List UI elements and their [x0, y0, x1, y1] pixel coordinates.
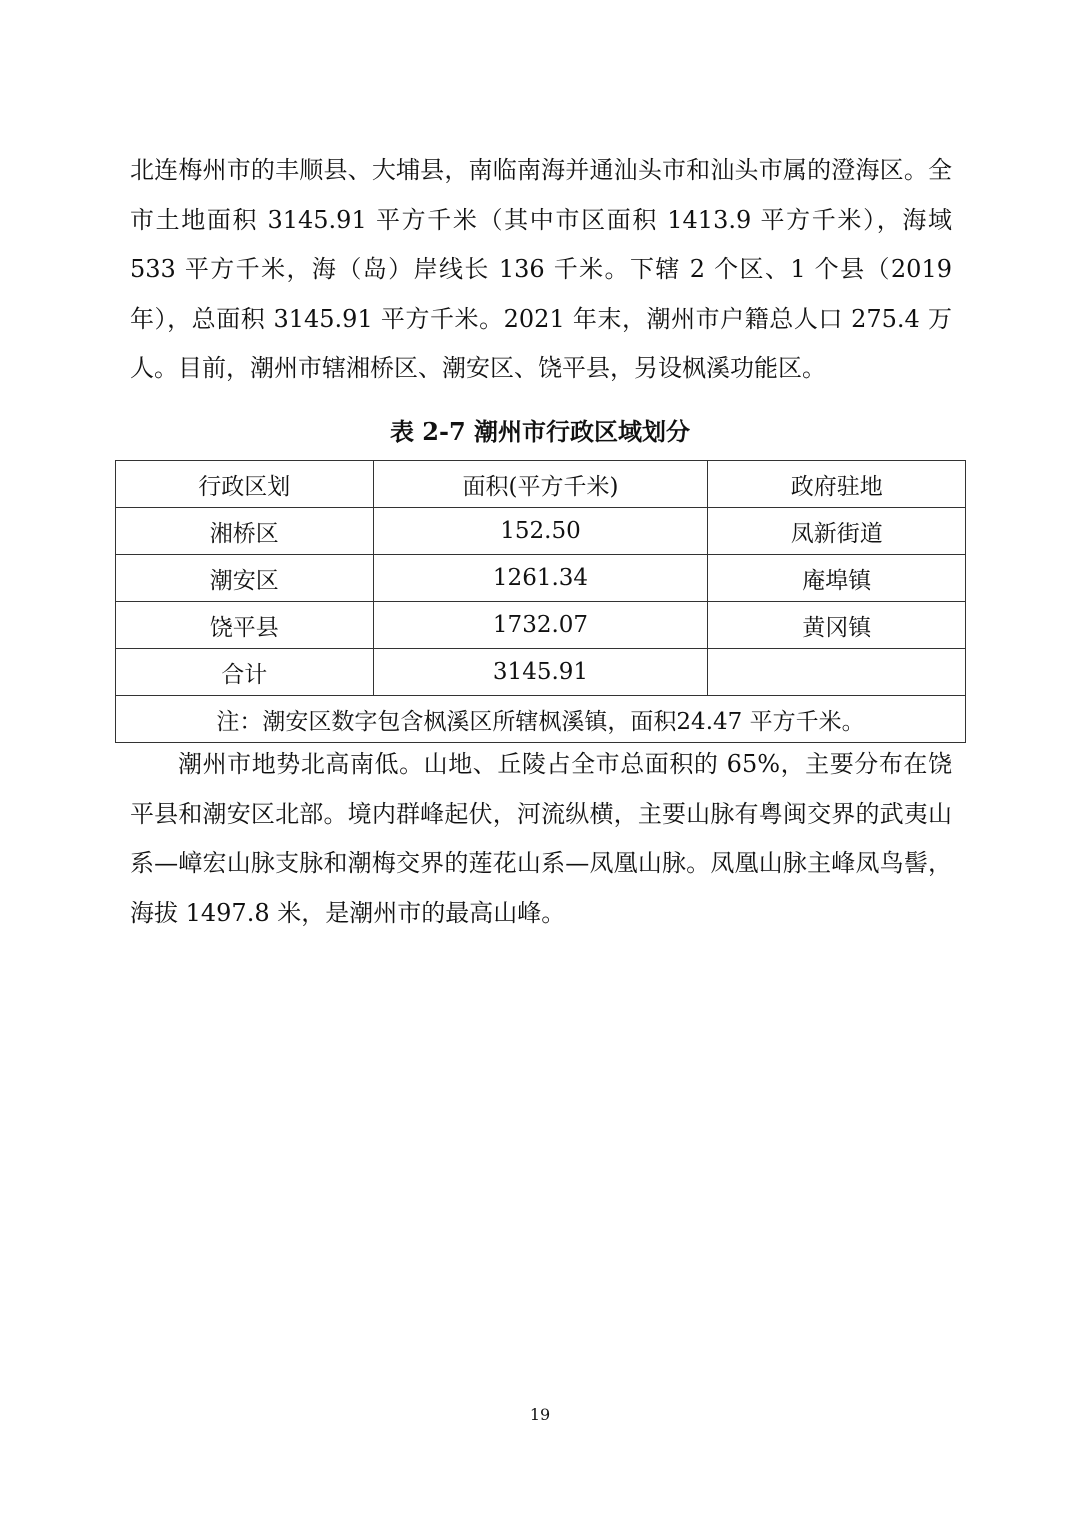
cell-division: 饶平县: [116, 602, 374, 649]
cell-division: 湘桥区: [116, 508, 374, 555]
cell-total-seat: [708, 649, 966, 696]
cell-area: 152.50: [373, 508, 708, 555]
page-number: 19: [529, 1405, 551, 1424]
cell-area: 1261.34: [373, 555, 708, 602]
table-row: [116, 602, 966, 649]
header-seat: 政府驻地: [708, 461, 966, 508]
cell-total-area: 3145.91: [373, 649, 708, 696]
table-note-row: [116, 696, 966, 743]
intro-paragraph: 北连梅州市的丰顺县、大埔县，南临南海并通汕头市和汕头市属的澄海区。全市土地面积 3145.91 平方千米（其中市区面积 1413.9 平方千米），海域 533 平方千米，海（岛）岸线长 136 千米。下辖 2 个区、1 个县（2019 年），总面积 3145.91 平方千米。2021 年末，潮州市户籍总人口 275.4 万人。目前，潮州市辖湘桥区、潮安区、饶平县，另设枫溪功能区。: [130, 156, 952, 382]
cell-seat: 黄冈镇: [708, 602, 966, 649]
table-row: [116, 508, 966, 555]
table-total-row: [116, 649, 966, 696]
cell-total-label: 合计: [116, 649, 374, 696]
header-division: 行政区划: [116, 461, 374, 508]
header-area: 面积(平方千米): [373, 461, 708, 508]
cell-seat: 庵埠镇: [708, 555, 966, 602]
table-note: 注：潮安区数字包含枫溪区所辖枫溪镇，面积24.47 平方千米。: [116, 696, 966, 743]
admin-division-table: [115, 460, 966, 743]
cell-area: 1732.07: [373, 602, 708, 649]
table-row: [116, 555, 966, 602]
table-caption: 表 2-7 潮州市行政区域划分: [389, 417, 691, 446]
cell-division: 潮安区: [116, 555, 374, 602]
table-header-row: [116, 461, 966, 508]
cell-seat: 凤新街道: [708, 508, 966, 555]
terrain-paragraph: 潮州市地势北高南低。山地、丘陵占全市总面积的 65%，主要分布在饶平县和潮安区北部。境内群峰起伏，河流纵横，主要山脉有粤闽交界的武夷山系—嶂宏山脉支脉和潮梅交界的莲花山系—凤凰山脉。凤凰山脉主峰凤鸟髻，海拔 1497.8 米，是潮州市的最高山峰。: [130, 750, 952, 927]
